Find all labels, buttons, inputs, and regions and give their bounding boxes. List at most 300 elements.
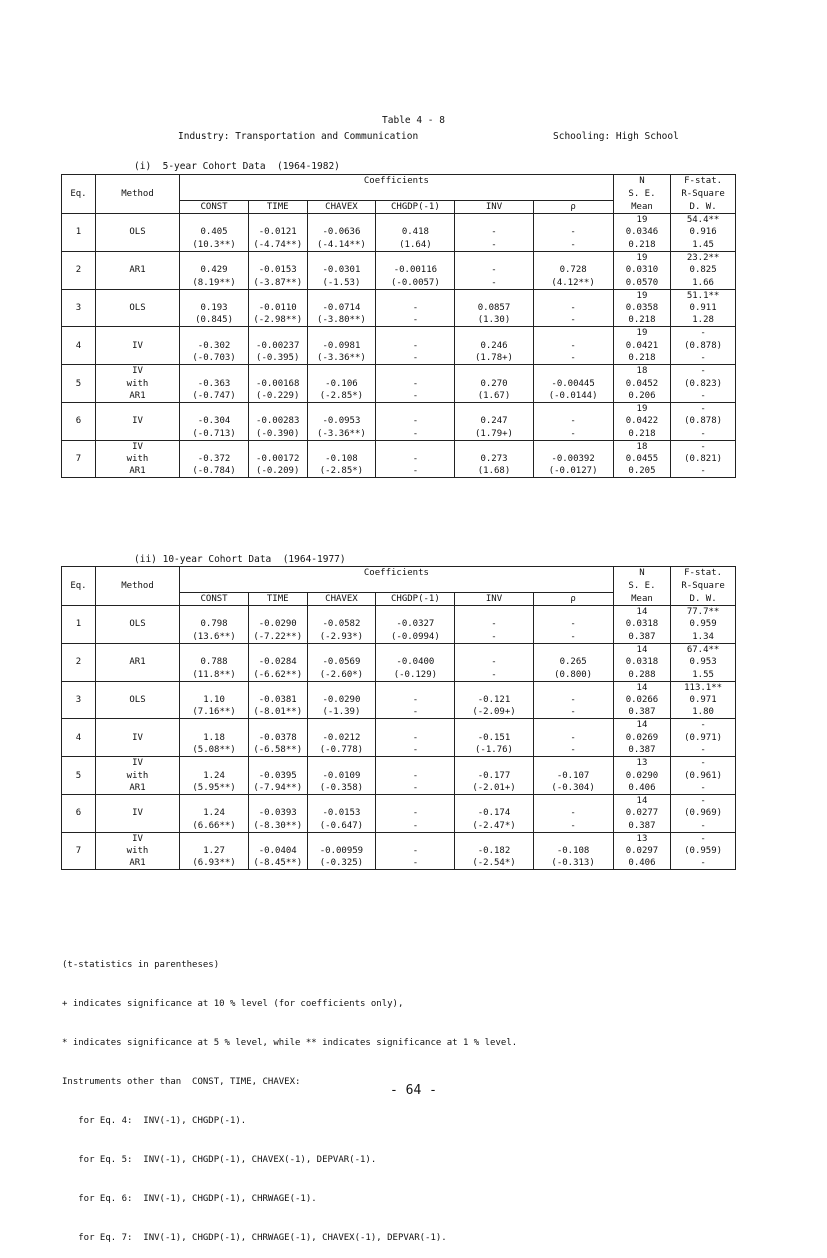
stat-value: 19	[613, 214, 671, 227]
method-cell	[95, 314, 179, 327]
stat-value: 13	[613, 757, 671, 770]
eq-number: 6	[62, 402, 96, 440]
method-cell	[95, 276, 179, 289]
table-row	[62, 214, 810, 227]
column-header-2: CHAVEX	[307, 201, 376, 214]
chavex-value: (-1.39)	[307, 706, 376, 719]
inv-value: 0.273	[455, 453, 533, 466]
const-value: -0.363	[180, 377, 249, 390]
table-row	[62, 415, 810, 428]
table-row	[62, 820, 810, 833]
const-value: (5.95**)	[180, 782, 249, 795]
method-cell	[95, 719, 179, 732]
time-value: (-7.94**)	[248, 782, 307, 795]
time-value: -0.0404	[248, 845, 307, 858]
chavex-value: (-3.36**)	[307, 428, 376, 441]
inv-value: -	[455, 239, 533, 252]
fstat-value: -	[671, 757, 736, 770]
const-value: (5.08**)	[180, 744, 249, 757]
chavex-value: (-0.358)	[307, 782, 376, 795]
method-cell: IV	[95, 832, 179, 845]
regression-table	[61, 174, 810, 478]
time-value: -0.0378	[248, 731, 307, 744]
fstat-value: -	[671, 744, 736, 757]
method-cell: with	[95, 845, 179, 858]
stat-value: 0.205	[613, 465, 671, 478]
time-value: (-8.01**)	[248, 706, 307, 719]
inv-value: -	[455, 226, 533, 239]
stat-value: 0.0318	[613, 656, 671, 669]
const-value: -0.304	[180, 415, 249, 428]
rho-value: -	[533, 428, 613, 441]
chgdp-value: -	[376, 769, 455, 782]
fstat-value: (0.823)	[671, 377, 736, 390]
fstat-value: 0.825	[671, 264, 736, 277]
fstat-value: (0.971)	[671, 731, 736, 744]
fstat-value: -	[671, 719, 736, 732]
column-header-4: INV	[455, 593, 533, 606]
time-value: -0.0110	[248, 302, 307, 315]
table-row	[62, 339, 810, 352]
inv-value: -	[455, 618, 533, 631]
method-cell	[95, 606, 179, 619]
stat-value: 0.0266	[613, 694, 671, 707]
column-header-0: CONST	[180, 201, 249, 214]
table-row	[62, 453, 810, 466]
panel-label-2: (ii) 10-year Cohort Data (1964-1977)	[134, 554, 346, 565]
table-row	[62, 857, 810, 870]
fstat-value: 0.911	[671, 302, 736, 315]
stat-value: 0.406	[613, 782, 671, 795]
chavex-value: -0.00959	[307, 845, 376, 858]
time-value: (-6.62**)	[248, 668, 307, 681]
inv-value: 0.246	[455, 339, 533, 352]
chgdp-value: -	[376, 415, 455, 428]
column-header-1: TIME	[248, 593, 307, 606]
stat-value: 14	[613, 719, 671, 732]
method-cell: AR1	[95, 782, 179, 795]
table-row	[62, 731, 810, 744]
stat-value: 0.387	[613, 706, 671, 719]
method-cell: with	[95, 769, 179, 782]
stat-value: 0.0422	[613, 415, 671, 428]
chavex-value: (-3.80**)	[307, 314, 376, 327]
const-value: 0.405	[180, 226, 249, 239]
stat-value: 14	[613, 643, 671, 656]
method-cell	[95, 820, 179, 833]
chgdp-value: -0.0327	[376, 618, 455, 631]
method-cell	[95, 643, 179, 656]
rho-value: (-0.0127)	[533, 465, 613, 478]
time-value: -0.00168	[248, 377, 307, 390]
se-header: S. E.	[613, 188, 671, 201]
chavex-value: (-4.14**)	[307, 239, 376, 252]
time-value: (-4.74**)	[248, 239, 307, 252]
fstat-value: 0.971	[671, 694, 736, 707]
stat-value: 0.218	[613, 314, 671, 327]
table-row	[62, 289, 810, 302]
stat-value: 0.0277	[613, 807, 671, 820]
column-header-1: TIME	[248, 201, 307, 214]
chavex-value: -0.0981	[307, 339, 376, 352]
rho-value: -	[533, 302, 613, 315]
footnote-line: Instruments other than CONST, TIME, CHAVEX:	[62, 1077, 301, 1087]
method-cell	[95, 251, 179, 264]
table-row	[62, 656, 810, 669]
stat-value: 0.218	[613, 352, 671, 365]
table-row	[62, 757, 810, 770]
chavex-value: -0.0714	[307, 302, 376, 315]
table-row	[62, 706, 810, 719]
stat-value: 0.0269	[613, 731, 671, 744]
stat-value: 0.0421	[613, 339, 671, 352]
chavex-value: -0.0582	[307, 618, 376, 631]
stat-value: 0.0570	[613, 276, 671, 289]
table-row	[62, 618, 810, 631]
time-value: (-0.395)	[248, 352, 307, 365]
method-cell	[95, 327, 179, 340]
fstat-value: -	[671, 465, 736, 478]
chavex-value: -0.0109	[307, 769, 376, 782]
const-value: (-0.703)	[180, 352, 249, 365]
stat-value: 0.218	[613, 239, 671, 252]
chgdp-value: -	[376, 339, 455, 352]
stat-value: 0.406	[613, 857, 671, 870]
fstat-value: -	[671, 365, 736, 378]
time-value: -0.00283	[248, 415, 307, 428]
method-cell	[95, 214, 179, 227]
method-cell: OLS	[95, 302, 179, 315]
chgdp-value: -0.00116	[376, 264, 455, 277]
coefficients-header: Coefficients	[180, 567, 614, 580]
chgdp-value: -	[376, 807, 455, 820]
method-cell: AR1	[95, 465, 179, 478]
fstat-value: 67.4**	[671, 643, 736, 656]
table-row	[62, 794, 810, 807]
fstat-header: F-stat.	[671, 567, 736, 580]
table-row	[62, 440, 810, 453]
table-row	[62, 845, 810, 858]
inv-value: -0.151	[455, 731, 533, 744]
fstat-value: 1.80	[671, 706, 736, 719]
const-value: 1.24	[180, 769, 249, 782]
inv-value: -	[455, 656, 533, 669]
eq-number: 6	[62, 794, 96, 832]
inv-value: -	[455, 631, 533, 644]
chgdp-value: -0.0400	[376, 656, 455, 669]
eq-number: 1	[62, 214, 96, 252]
fstat-value: (0.961)	[671, 769, 736, 782]
column-header-5: ρ	[533, 593, 613, 606]
time-value: (-3.87**)	[248, 276, 307, 289]
eq-number: 5	[62, 757, 96, 795]
method-cell: AR1	[95, 656, 179, 669]
fstat-value: 23.2**	[671, 251, 736, 264]
fstat-value: (0.821)	[671, 453, 736, 466]
time-value: (-0.390)	[248, 428, 307, 441]
method-cell	[95, 402, 179, 415]
table-row	[62, 769, 810, 782]
mean-header: Mean	[613, 593, 671, 606]
fstat-value: -	[671, 820, 736, 833]
method-cell: IV	[95, 440, 179, 453]
time-value: -0.0121	[248, 226, 307, 239]
rho-value: -0.00392	[533, 453, 613, 466]
chavex-value: (-2.93*)	[307, 631, 376, 644]
const-value: 1.18	[180, 731, 249, 744]
stat-value: 14	[613, 681, 671, 694]
chavex-value: -0.0301	[307, 264, 376, 277]
method-cell: AR1	[95, 857, 179, 870]
rho-value: (4.12**)	[533, 276, 613, 289]
inv-value: -0.121	[455, 694, 533, 707]
const-value: (11.8**)	[180, 668, 249, 681]
chavex-value: -0.0636	[307, 226, 376, 239]
stat-value: 18	[613, 440, 671, 453]
method-cell: IV	[95, 807, 179, 820]
table-row	[62, 694, 810, 707]
time-value: -0.00172	[248, 453, 307, 466]
chavex-value: -0.0290	[307, 694, 376, 707]
const-value: (-0.784)	[180, 465, 249, 478]
method-cell	[95, 681, 179, 694]
method-cell: IV	[95, 339, 179, 352]
const-value: (0.845)	[180, 314, 249, 327]
method-cell: OLS	[95, 694, 179, 707]
table-row	[62, 239, 810, 252]
const-value: (-0.747)	[180, 390, 249, 403]
time-value: (-7.22**)	[248, 631, 307, 644]
rho-value: -	[533, 706, 613, 719]
eq-number: 2	[62, 643, 96, 681]
chavex-value: -0.0953	[307, 415, 376, 428]
method-cell	[95, 744, 179, 757]
footnote-line: for Eq. 7: INV(-1), CHGDP(-1), CHRWAGE(-1), CHAVEX(-1), DEPVAR(-1).	[62, 1233, 447, 1243]
rho-value: -	[533, 618, 613, 631]
chgdp-value: -	[376, 857, 455, 870]
footnote-line: * indicates significance at 5 % level, while ** indicates significance at 1 % level.	[62, 1038, 518, 1048]
chgdp-value: -	[376, 377, 455, 390]
chavex-value: (-1.53)	[307, 276, 376, 289]
stat-value: 0.0290	[613, 769, 671, 782]
inv-value: (1.79+)	[455, 428, 533, 441]
table-row	[62, 807, 810, 820]
rho-value: -	[533, 744, 613, 757]
table-row	[62, 302, 810, 315]
chgdp-value: -	[376, 465, 455, 478]
fstat-value: -	[671, 327, 736, 340]
table-row	[62, 782, 810, 795]
method-cell: IV	[95, 731, 179, 744]
chavex-value: -0.0569	[307, 656, 376, 669]
n-header: N	[613, 567, 671, 580]
table-row	[62, 643, 810, 656]
fstat-value: 1.66	[671, 276, 736, 289]
fstat-value: -	[671, 352, 736, 365]
method-cell	[95, 668, 179, 681]
stat-value: 0.206	[613, 390, 671, 403]
eq-number: 7	[62, 832, 96, 870]
regression-table	[61, 566, 810, 870]
footnote-line: for Eq. 5: INV(-1), CHGDP(-1), CHAVEX(-1), DEPVAR(-1).	[62, 1155, 377, 1165]
table-row	[62, 668, 810, 681]
column-header-0: CONST	[180, 593, 249, 606]
fstat-value: 113.1**	[671, 681, 736, 694]
table-row	[62, 377, 810, 390]
rsquare-header: R-Square	[671, 580, 736, 593]
time-value: (-6.58**)	[248, 744, 307, 757]
fstat-value: -	[671, 782, 736, 795]
rho-value: -	[533, 226, 613, 239]
fstat-value: 1.55	[671, 668, 736, 681]
footnote-line: + indicates significance at 10 % level (for coefficients only),	[62, 999, 404, 1009]
method-cell	[95, 706, 179, 719]
eq-number: 3	[62, 681, 96, 719]
method-cell: AR1	[95, 390, 179, 403]
chavex-value: (-2.60*)	[307, 668, 376, 681]
inv-value: -	[455, 264, 533, 277]
chgdp-value: -	[376, 352, 455, 365]
rho-value: -	[533, 352, 613, 365]
stat-value: 0.387	[613, 820, 671, 833]
chgdp-value: -	[376, 302, 455, 315]
inv-value: (1.78+)	[455, 352, 533, 365]
fstat-value: -	[671, 440, 736, 453]
table-row	[62, 327, 810, 340]
inv-value: -	[455, 668, 533, 681]
chgdp-value: -	[376, 782, 455, 795]
mean-header: Mean	[613, 201, 671, 214]
const-value: (-0.713)	[180, 428, 249, 441]
rho-value: (-0.304)	[533, 782, 613, 795]
method-cell: OLS	[95, 618, 179, 631]
rho-value: -	[533, 694, 613, 707]
stat-value: 0.0455	[613, 453, 671, 466]
stat-value: 18	[613, 365, 671, 378]
rho-value: -0.00445	[533, 377, 613, 390]
chavex-value: (-0.647)	[307, 820, 376, 833]
inv-value: 0.270	[455, 377, 533, 390]
chgdp-value: -	[376, 453, 455, 466]
chgdp-value: -	[376, 845, 455, 858]
chgdp-value: (-0.129)	[376, 668, 455, 681]
const-value: (10.3**)	[180, 239, 249, 252]
stat-value: 0.387	[613, 631, 671, 644]
inv-value: 0.247	[455, 415, 533, 428]
column-header-3: CHGDP(-1)	[376, 593, 455, 606]
const-value: 1.10	[180, 694, 249, 707]
const-value: 1.27	[180, 845, 249, 858]
inv-value: (1.68)	[455, 465, 533, 478]
column-header-2: CHAVEX	[307, 593, 376, 606]
time-value: -0.00237	[248, 339, 307, 352]
rho-value: -0.108	[533, 845, 613, 858]
fstat-value: (0.878)	[671, 415, 736, 428]
method-header: Method	[95, 175, 179, 214]
eq-number: 4	[62, 327, 96, 365]
fstat-header: F-stat.	[671, 175, 736, 188]
table-row	[62, 390, 810, 403]
time-value: (-8.45**)	[248, 857, 307, 870]
chavex-value: (-0.778)	[307, 744, 376, 757]
time-value: -0.0395	[248, 769, 307, 782]
stat-value: 0.387	[613, 744, 671, 757]
table-row	[62, 832, 810, 845]
panel-label-1: (i) 5-year Cohort Data (1964-1982)	[134, 161, 340, 172]
stat-value: 19	[613, 251, 671, 264]
const-value: (6.66**)	[180, 820, 249, 833]
schooling-label: Schooling: High School	[553, 131, 679, 142]
method-cell: IV	[95, 415, 179, 428]
method-cell: IV	[95, 365, 179, 378]
stat-value: 0.0452	[613, 377, 671, 390]
const-value: 0.429	[180, 264, 249, 277]
method-cell	[95, 631, 179, 644]
eq-number: 7	[62, 440, 96, 478]
stat-value: 0.218	[613, 428, 671, 441]
rho-value: (-0.0144)	[533, 390, 613, 403]
rho-value: -	[533, 820, 613, 833]
dw-header: D. W.	[671, 201, 736, 214]
fstat-value: 1.28	[671, 314, 736, 327]
table-row	[62, 465, 810, 478]
table-row	[62, 681, 810, 694]
time-value: -0.0153	[248, 264, 307, 277]
rho-value: (0.800)	[533, 668, 613, 681]
table-row	[62, 264, 810, 277]
inv-value: 0.0857	[455, 302, 533, 315]
fstat-value: (0.969)	[671, 807, 736, 820]
method-cell	[95, 289, 179, 302]
inv-value: (-2.09+)	[455, 706, 533, 719]
fstat-value: 1.45	[671, 239, 736, 252]
rho-value: 0.728	[533, 264, 613, 277]
inv-value: -0.177	[455, 769, 533, 782]
const-value: 1.24	[180, 807, 249, 820]
rho-value: 0.265	[533, 656, 613, 669]
stat-value: 14	[613, 606, 671, 619]
time-value: (-0.209)	[248, 465, 307, 478]
chavex-value: (-0.325)	[307, 857, 376, 870]
table-row	[62, 606, 810, 619]
const-value: (13.6**)	[180, 631, 249, 644]
stat-value: 0.0297	[613, 845, 671, 858]
inv-value: (1.30)	[455, 314, 533, 327]
method-cell	[95, 239, 179, 252]
rho-value: -	[533, 339, 613, 352]
table-row	[62, 428, 810, 441]
rho-value: -	[533, 314, 613, 327]
inv-value: -0.182	[455, 845, 533, 858]
inv-value: (-1.76)	[455, 744, 533, 757]
eq-number: 1	[62, 606, 96, 644]
time-value: -0.0381	[248, 694, 307, 707]
stat-value: 19	[613, 327, 671, 340]
chgdp-value: -	[376, 820, 455, 833]
eq-number: 2	[62, 251, 96, 289]
const-value: -0.302	[180, 339, 249, 352]
inv-value: (-2.54*)	[455, 857, 533, 870]
stat-value: 0.0310	[613, 264, 671, 277]
time-value: (-2.98**)	[248, 314, 307, 327]
time-value: (-8.30**)	[248, 820, 307, 833]
chavex-value: (-3.36**)	[307, 352, 376, 365]
const-value: (7.16**)	[180, 706, 249, 719]
stat-value: 0.0346	[613, 226, 671, 239]
rho-value: -	[533, 239, 613, 252]
page-number: - 64 -	[390, 1083, 437, 1098]
footnote-line: (t-statistics in parentheses)	[62, 960, 220, 970]
